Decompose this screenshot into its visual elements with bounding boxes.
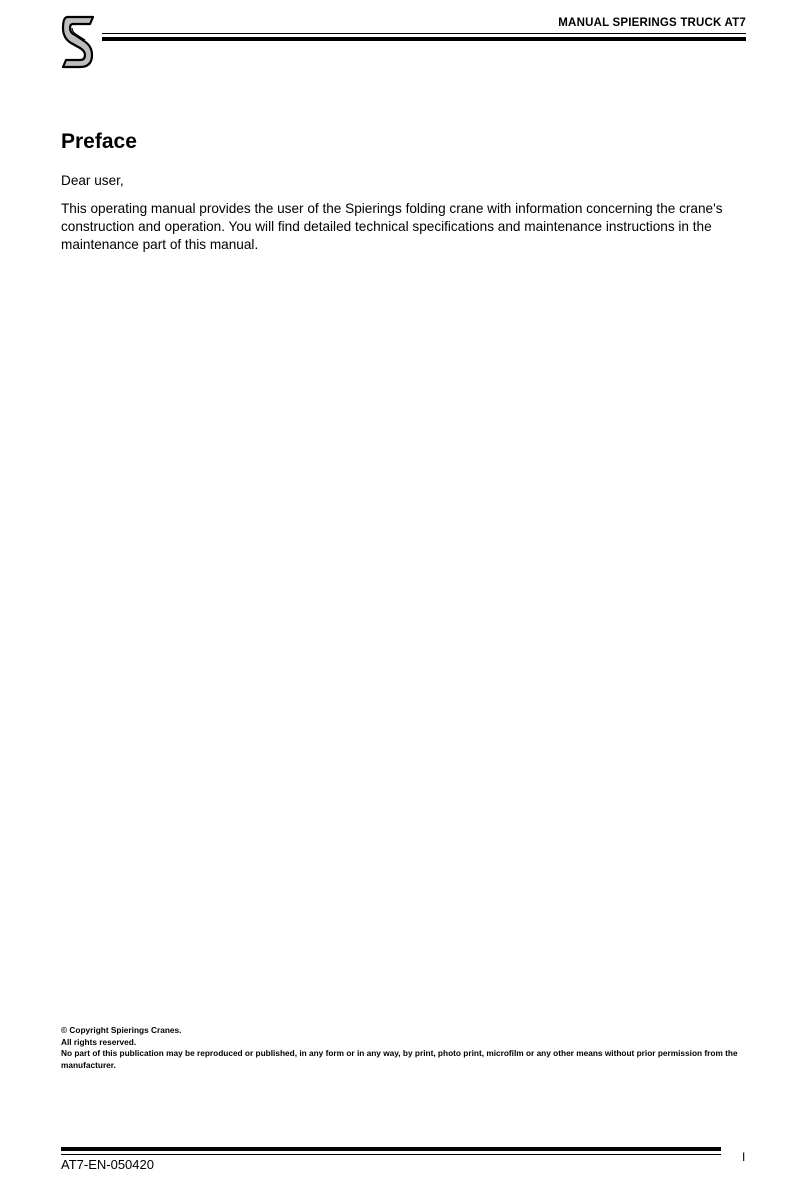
footer-rule-thick [61,1147,721,1151]
reproduction-notice: No part of this publication may be reproduced or published, in any form or in any way, by print, photo print, microfilm or any other means without prior permission from the manufacturer. [61,1048,738,1070]
header-rule-thin [102,33,746,34]
header-rule-thick [102,37,746,41]
spierings-s-logo-icon [58,14,98,70]
rights-line: All rights reserved. [61,1036,137,1047]
copyright-line: © Copyright Spierings Cranes. [61,1025,182,1035]
main-content [61,130,747,254]
copyright-notice [61,1025,751,1071]
preface-paragraph: This operating manual provides the user of the Spierings folding crane with information concerning the crane's construction and operation. You will find detailed technical specifications and maintenance instructions in the maintenance part of this manual. [61,201,723,252]
greeting: Dear user, [61,173,124,188]
page-title: Preface [61,130,137,153]
document-code: AT7-EN-050420 [61,1157,154,1172]
footer-rule-thin [61,1154,721,1155]
header-title: MANUAL SPIERINGS TRUCK AT7 [558,17,746,29]
page-number: I [742,1150,746,1164]
